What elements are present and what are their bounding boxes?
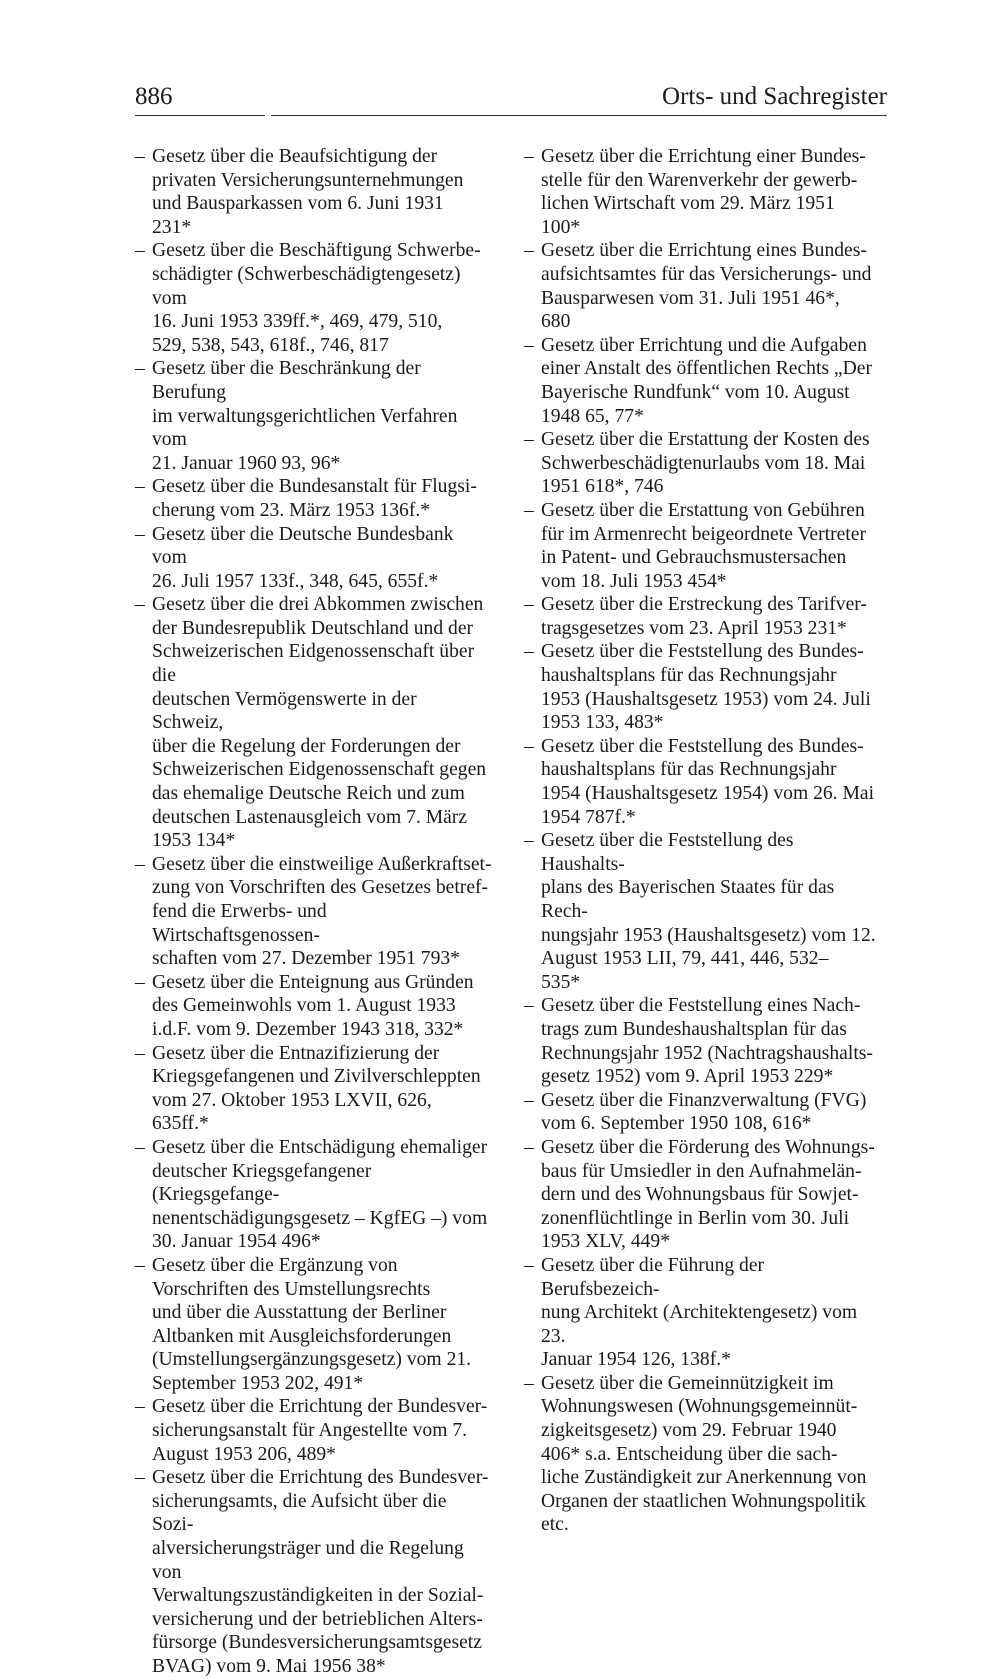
entry-line: Gesetz über die Ergänzung von [152,1254,398,1276]
entry-line: zonenflüchtlinge in Berlin vom 30. Juli [541,1207,850,1229]
entry-dash: – [135,1467,145,1489]
entry-line: liche Zuständigkeit zur Anerkennung von [541,1467,867,1489]
index-column-right [524,145,881,1537]
entry-line: 231* [152,216,192,238]
running-head: Orts- und Sachregister [662,83,887,110]
entry-dash: – [524,641,534,663]
entry-line: Altbanken mit Ausgleichsforderungen [152,1325,452,1347]
entry-line: stelle für den Warenverkehr der gewerb- [541,169,858,191]
entry-line: i.d.F. vom 9. Dezember 1943 318, 332* [152,1018,464,1040]
entry-line: Gesetz über die Errichtung des Bundesver- [152,1467,489,1489]
entry-dash: – [524,334,534,356]
entry-line: Schweizerischen Eidgenossenschaft gegen [152,759,487,781]
entry-line: für im Armenrecht beigeordnete Vertreter [541,523,866,545]
entry-line: im verwaltungsgerichtlichen Verfahren vom [152,405,458,451]
entry-line: nungsjahr 1953 (Haushaltsgesetz) vom 12. [541,924,876,946]
entry-line: schädigter (Schwerbeschädigtengesetz) vom [152,263,461,309]
entry-line: Schwerbeschädigtenurlaubs vom 18. Mai [541,452,866,474]
index-entry [524,428,881,499]
index-entry [524,1136,881,1254]
entry-line: Gesetz über die Beschränkung der Berufung [152,358,421,403]
entry-dash: – [524,995,534,1017]
entry-line: Gesetz über die Führung der Berufsbezeich- [541,1254,765,1300]
entry-line: Gesetz über die Deutsche Bundesbank vom [152,523,454,569]
entry-dash: – [135,146,145,167]
entry-line: fürsorge (Bundesversicherungsamtsgesetz [152,1632,482,1654]
index-entry [135,1254,492,1396]
entry-line: und über die Ausstattung der Berliner [152,1302,447,1324]
entry-line: sicherungsanstalt für Angestellte vom 7. [152,1420,468,1442]
entry-line: etc. [541,1514,569,1536]
entry-dash: – [135,1254,145,1276]
entry-dash: – [524,1372,534,1394]
entry-line: trags zum Bundeshaushaltsplan für das [541,1018,847,1040]
entry-line: 1948 65, 77* [541,405,644,427]
index-entry [135,1466,492,1678]
index-entry [524,829,881,994]
index-entry [524,1089,881,1136]
entry-dash: – [524,429,534,451]
entry-line: Gesetz über die Finanzverwaltung (FVG) [541,1089,867,1111]
entry-line: August 1953 206, 489* [152,1443,336,1465]
entry-line: 680 [541,311,571,333]
entry-line: zigkeitsgesetz) vom 29. Februar 1940 [541,1420,837,1442]
entry-line: haushaltsplans für das Rechnungsjahr [541,759,837,781]
entry-line: 16. Juni 1953 339ff.*, 469, 479, 510, [152,311,443,333]
entry-line: Gesetz über die Erstattung von Gebühren [541,499,865,521]
entry-line: 406* s.a. Entscheidung über die sach- [541,1443,838,1465]
entry-line: 100* [541,216,581,238]
entry-dash: – [524,830,534,852]
entry-line: deutscher Kriegsgefangener (Kriegsgefange- [152,1160,372,1206]
entry-line: Gesetz über die Entschädigung ehemaliger [152,1136,488,1158]
entry-line: einer Anstalt des öffentlichen Rechts „Der [541,358,872,380]
entry-dash: – [524,735,534,757]
index-entry [524,593,881,640]
entry-line: (Umstellungsergänzungsgesetz) vom 21. [152,1349,472,1371]
entry-line: 1954 787f.* [541,806,636,828]
entry-line: Gesetz über die Bundesanstalt für Flugsi- [152,476,477,498]
index-entry [524,1254,881,1372]
index-entry [135,593,492,853]
entry-line: schaften vom 27. Dezember 1951 793* [152,948,460,970]
entry-line: 1953 XLV, 449* [541,1231,671,1253]
entry-line: in Patent- und Gebrauchsmustersachen [541,547,847,569]
entry-line: Gesetz über die Feststellung des Bundes- [541,641,864,663]
entry-line: Gesetz über die Gemeinnützigkeit im [541,1372,834,1394]
entry-line: dern und des Wohnungsbaus für Sowjet- [541,1184,859,1206]
entry-dash: – [135,1396,145,1418]
entry-line: 26. Juli 1957 133f., 348, 645, 655f.* [152,570,439,592]
entry-line: Gesetz über die Feststellung eines Nach- [541,995,861,1017]
index-entry [135,475,492,522]
entry-line: Gesetz über die einstweilige Außerkraftset- [152,853,492,875]
entry-line: nung Architekt (Architektengesetz) vom 23. [541,1302,858,1347]
entry-line: Gesetz über die Beaufsichtigung der [152,146,438,167]
entry-dash: – [135,1136,145,1158]
entry-line: cherung vom 23. März 1953 136f.* [152,499,431,521]
entry-line: Bausparwesen vom 31. Juli 1951 46*, [541,287,840,309]
entry-line: Organen der staatlichen Wohnungspolitik [541,1490,866,1512]
entry-line: Gesetz über die Feststellung des Bundes- [541,735,864,757]
entry-line: baus für Umsiedler in den Aufnahmelän- [541,1160,862,1182]
entry-line: Verwaltungszuständigkeiten in der Sozial- [152,1585,484,1607]
entry-line: BVAG) vom 9. Mai 1956 38* [152,1656,386,1677]
index-entry [135,1042,492,1136]
index-entry [524,145,881,239]
entry-line: 21. Januar 1960 93, 96* [152,452,341,474]
entry-dash: – [524,1136,534,1158]
entry-line: das ehemalige Deutsche Reich und zum [152,783,465,805]
entry-line: haushaltsplans für das Rechnungsjahr [541,665,837,687]
entry-line: Gesetz über die Errichtung einer Bundes- [541,146,866,167]
index-entry [135,1395,492,1466]
index-entry [524,239,881,333]
index-entry [135,523,492,594]
entry-line: vom 27. Oktober 1953 LXVII, 626, [152,1089,432,1111]
entry-line: alversicherungsträger und die Regelung von [152,1538,464,1583]
entry-line: Gesetz über die Feststellung des Haushalts- [541,830,794,875]
entry-dash: – [524,146,534,167]
entry-line: deutschen Lastenausgleich vom 7. März [152,806,468,828]
header-rule [135,115,887,116]
index-entry [135,853,492,971]
entry-line: deutschen Vermögenswerte in der Schweiz, [152,688,417,734]
entry-line: 1953 134* [152,830,236,852]
entry-line: über die Regelung der Forderungen der [152,735,461,757]
entry-line: Gesetz über die Errichtung eines Bundes- [541,240,867,262]
entry-line: Gesetz über die Entnazifizierung der [152,1042,440,1064]
index-entry [524,334,881,428]
index-entry [135,357,492,475]
entry-line: des Gemeinwohls vom 1. August 1933 [152,995,456,1017]
entry-line: 535* [541,971,581,993]
index-entry [524,994,881,1088]
header-rule-gap [265,113,271,118]
entry-line: und Bausparkassen vom 6. Juni 1931 [152,193,444,215]
entry-line: Kriegsgefangenen und Zivilverschleppten [152,1066,481,1088]
entry-line: Januar 1954 126, 138f.* [541,1349,731,1371]
index-entry [524,499,881,593]
entry-line: Bayerische Rundfunk“ vom 10. August [541,381,850,403]
entry-dash: – [135,1042,145,1064]
entry-line: Gesetz über die Erstattung der Kosten des [541,429,870,451]
entry-line: Gesetz über Errichtung und die Aufgaben [541,334,867,356]
entry-dash: – [524,499,534,521]
entry-line: 1954 (Haushaltsgesetz 1954) vom 26. Mai [541,783,875,805]
entry-line: Wohnungswesen (Wohnungsgemeinnüt- [541,1396,858,1418]
entry-line: privaten Versicherungsunternehmungen [152,169,464,191]
entry-dash: – [135,523,145,545]
entry-dash: – [524,240,534,262]
index-entry [524,1372,881,1537]
entry-dash: – [135,358,145,380]
entry-line: versicherung und der betrieblichen Alters- [152,1608,483,1630]
entry-line: lichen Wirtschaft vom 29. März 1951 [541,193,835,215]
entry-dash: – [135,594,145,616]
entry-line: tragsgesetzes vom 23. April 1953 231* [541,617,847,639]
entry-line: Gesetz über die Beschäftigung Schwerbe- [152,240,481,262]
entry-line: Gesetz über die Errichtung der Bundesver- [152,1396,488,1418]
entry-line: 529, 538, 543, 618f., 746, 817 [152,334,389,356]
index-entry [524,735,881,829]
index-column-left [135,145,492,1679]
entry-line: zung von Vorschriften des Gesetzes betref- [152,877,489,899]
entry-line: sicherungsamts, die Aufsicht über die Sozi- [152,1490,447,1536]
entry-line: der Bundesrepublik Deutschland und der [152,617,474,639]
entry-line: Gesetz über die Enteignung aus Gründen [152,971,474,993]
index-entry [135,239,492,357]
entry-line: vom 18. Juli 1953 454* [541,570,727,592]
entry-line: Gesetz über die drei Abkommen zwischen [152,594,484,616]
entry-line: nenentschädigungsgesetz – KgfEG –) vom [152,1207,488,1229]
page-number: 886 [135,83,173,110]
entry-line: plans des Bayerischen Staates für das Rech- [541,877,835,922]
entry-line: 30. Januar 1954 496* [152,1231,321,1253]
index-entry [135,971,492,1042]
entry-line: August 1953 LII, 79, 441, 446, 532– [541,948,829,970]
entry-dash: – [135,476,145,498]
entry-dash: – [524,1254,534,1276]
entry-dash: – [524,1089,534,1111]
entry-line: gesetz 1952) vom 9. April 1953 229* [541,1066,834,1088]
entry-line: 1953 (Haushaltsgesetz 1953) vom 24. Juli [541,688,871,710]
entry-dash: – [135,971,145,993]
entry-line: 635ff.* [152,1113,209,1135]
page-header [135,82,887,116]
entry-line: 1951 618*, 746 [541,476,664,498]
entry-line: September 1953 202, 491* [152,1372,364,1394]
entry-line: Rechnungsjahr 1952 (Nachtragshaushalts- [541,1042,873,1064]
entry-dash: – [135,853,145,875]
index-entry [135,1136,492,1254]
index-entry [524,640,881,734]
entry-line: Schweizerischen Eidgenossenschaft über die [152,641,475,687]
entry-dash: – [524,594,534,616]
entry-line: aufsichtsamtes für das Versicherungs- und [541,263,872,285]
entry-line: 1953 133, 483* [541,712,664,734]
entry-line: Vorschriften des Umstellungsrechts [152,1278,431,1300]
entry-dash: – [135,240,145,262]
entry-line: Gesetz über die Förderung des Wohnungs- [541,1136,875,1158]
index-entry [135,145,492,239]
entry-line: Gesetz über die Erstreckung des Tarifver- [541,594,867,616]
entry-line: fend die Erwerbs- und Wirtschaftsgenossen- [152,901,327,946]
entry-line: vom 6. September 1950 108, 616* [541,1113,812,1135]
